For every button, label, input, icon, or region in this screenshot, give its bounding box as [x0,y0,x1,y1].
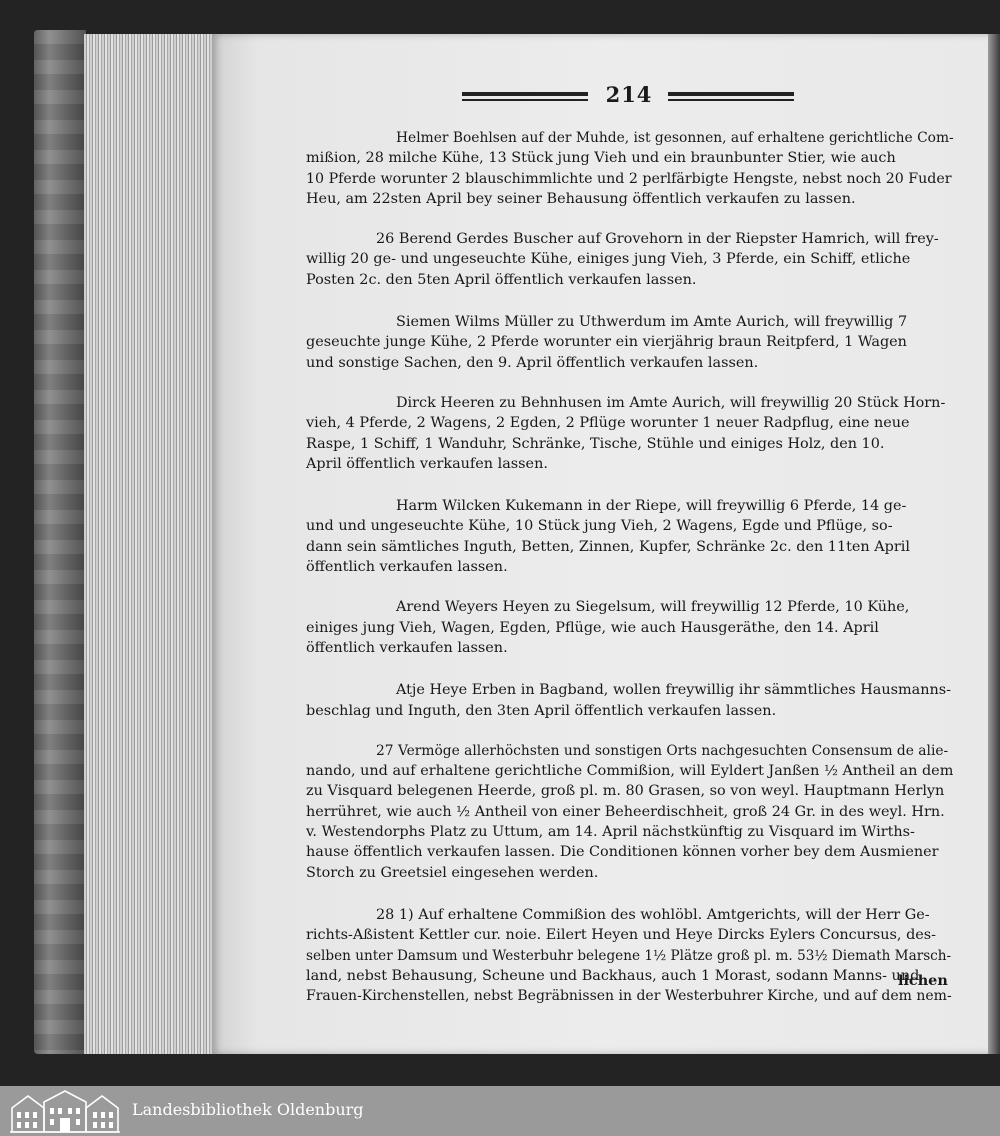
text-line: dann sein sämtliches Inguth, Betten, Zinnen, Kupfer, Schränke 2c. den 11ten April [306,538,910,555]
page-number: 214 [605,82,653,107]
header-rule-right [668,92,794,101]
text-line: Heu, am 22sten April bey seiner Behausung öffentlich verkaufen zu lassen. [306,190,856,207]
text-line: Atje Heye Erben in Bagband, wollen freywillig ihr sämmtliches Hausmanns- [396,682,952,699]
text-line: hause öffentlich verkaufen lassen. Die Conditionen können vorher bey dem Ausmiener [306,844,939,861]
paragraph [306,741,956,883]
text-line: selben unter Damsum und Westerbuhr belegene 1½ Plätze groß pl. m. 53½ Diemath Marsch- [306,947,952,964]
text-line: beschlag und Inguth, den 3ten April öffentlich verkaufen lassen. [306,702,777,719]
library-footer-bar [0,1086,1000,1136]
paragraph [306,496,956,577]
text-line: 26 Berend Gerdes Buscher auf Grovehorn in der Riepster Hamrich, will frey- [376,231,939,248]
text-line: Raspe, 1 Schiff, 1 Wanduhr, Schränke, Tische, Stühle und einiges Holz, den 10. [306,435,885,452]
text-line: Posten 2c. den 5ten April öffentlich verkaufen lassen. [306,271,697,288]
text-line: und und ungeseuchte Kühe, 10 Stück jung Vieh, 2 Wagens, Egde und Pflüge, so- [306,518,893,535]
text-line: willig 20 ge- und ungeseuchte Kühe, einiges jung Vieh, 3 Pferde, ein Schiff, etliche [306,251,911,268]
text-line: und sonstige Sachen, den 9. April öffentlich verkaufen lassen. [306,354,759,371]
catchword: lichen [898,972,948,989]
book-cover-edge [34,30,86,1054]
text-line: herrühret, wie auch ½ Antheil von einer Beheerdischheit, groß 24 Gr. in des weyl. Hrn. [306,803,945,820]
page-right-shadow [988,34,1000,1054]
text-line: Arend Weyers Heyen zu Siegelsum, will freywillig 12 Pferde, 10 Kühe, [396,599,910,616]
text-line: land, nebst Behausung, Scheune und Backhaus, auch 1 Morast, sodann Manns- und [306,967,920,984]
header-rule-left [462,92,588,101]
page-header [462,82,796,112]
text-line: vieh, 4 Pferde, 2 Wagens, 2 Egden, 2 Pflüge worunter 1 neuer Radpflug, eine neue [306,415,910,432]
paragraph [306,229,956,290]
text-line: öffentlich verkaufen lassen. [306,559,508,576]
library-building-icon [8,1088,122,1134]
text-line: einiges jung Vieh, Wagen, Egden, Pflüge, wie auch Hausgeräthe, den 14. April [306,619,879,636]
text-line: Frauen-Kirchenstellen, nebst Begräbnissen in der Westerbuhrer Kirche, und auf dem nem- [306,988,952,1005]
text-line: geseuchte junge Kühe, 2 Pferde worunter ein vierjährig braun Reitpferd, 1 Wagen [306,334,907,351]
text-line: 27 Vermöge allerhöchsten und sonstigen Orts nachgesuchten Consensum de alie- [376,742,949,759]
text-line: Harm Wilcken Kukemann in der Riepe, will freywillig 6 Pferde, 14 ge- [396,498,907,515]
paragraph [306,680,956,721]
page-block-edges [84,34,216,1054]
text-line: 10 Pferde worunter 2 blauschimmlichte und 2 perlfärbigte Hengste, nebst noch 20 Fuder [306,170,952,187]
text-line: v. Westendorphs Platz zu Uttum, am 14. April nächstkünftig zu Visquard im Wirths- [306,824,915,841]
paragraph [306,597,956,658]
text-line: 28 1) Auf erhaltene Commißion des wohlöbl. Amtgerichts, will der Herr Ge- [376,906,930,923]
library-name: Landesbibliothek Oldenburg [132,1100,364,1119]
text-line: Storch zu Greetsiel eingesehen werden. [306,864,599,881]
paragraph [306,312,956,373]
text-line: öffentlich verkaufen lassen. [306,639,508,656]
text-line: April öffentlich verkaufen lassen. [306,455,548,472]
paragraph [306,393,956,474]
text-line: nando, und auf erhaltene gerichtliche Commißion, will Eyldert Janßen ½ Antheil an dem [306,763,954,780]
text-line: Helmer Boehlsen auf der Muhde, ist gesonnen, auf erhaltene gerichtliche Com- [396,130,954,146]
paragraph [306,905,956,1006]
text-line: mißion, 28 milche Kühe, 13 Stück jung Vieh und ein braunbunter Stier, wie auch [306,150,896,167]
text-line: Siemen Wilms Müller zu Uthwerdum im Amte Aurich, will freywillig 7 [396,314,908,331]
page-body-text [306,128,956,1006]
paragraph [306,128,956,209]
text-line: zu Visquard belegenen Heerde, groß pl. m. 80 Grasen, so von weyl. Hauptmann Herlyn [306,783,945,800]
text-line: richts-Aßistent Kettler cur. noie. Eilert Heyen und Heye Dircks Eylers Concursus, des- [306,927,937,944]
text-line: Dirck Heeren zu Behnhusen im Amte Aurich, will freywillig 20 Stück Horn- [396,394,946,411]
